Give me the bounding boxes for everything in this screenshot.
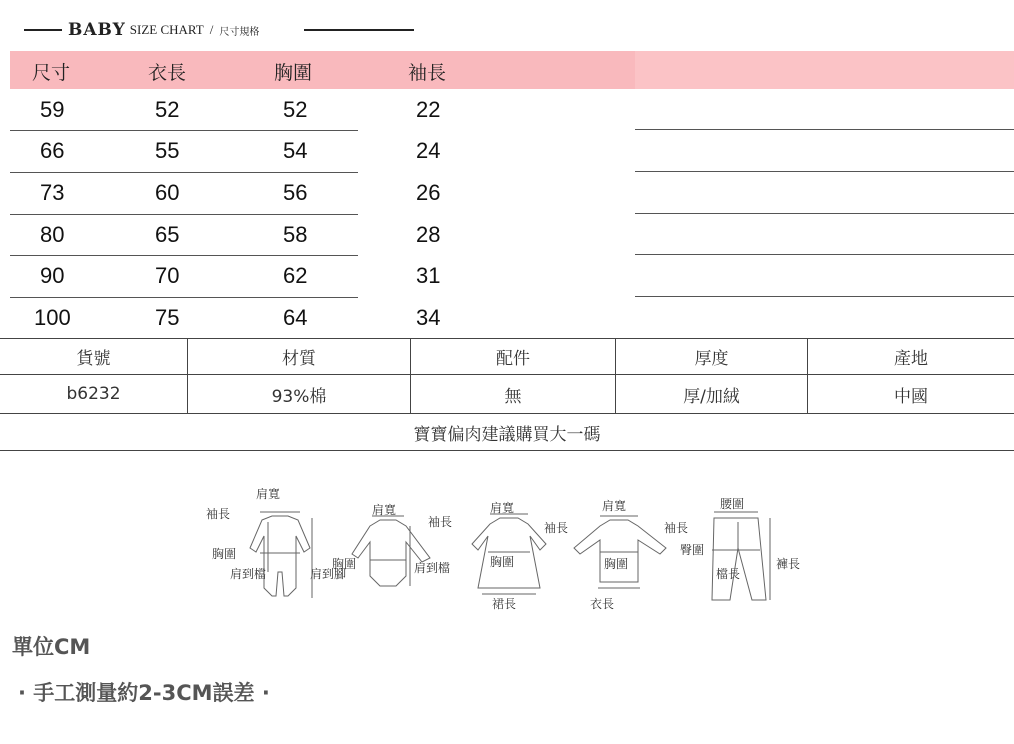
romper-figure <box>250 512 312 598</box>
table-row <box>0 131 1014 171</box>
bodysuit-shoulder-label: 肩寬 <box>372 503 397 517</box>
info-value-sku: b6232 <box>0 375 188 413</box>
product-info-table <box>0 338 1014 451</box>
info-header-thickness: 厚度 <box>616 339 808 374</box>
header-band-right <box>635 51 1014 89</box>
cell-chest: 58 <box>283 222 308 247</box>
subtitle: SIZE CHART <box>129 22 204 37</box>
cell-length: 60 <box>155 180 180 205</box>
cell-length: 55 <box>155 138 180 163</box>
top-sleeve-label: 袖長 <box>664 521 689 535</box>
top-chest-label: 胸圍 <box>604 557 629 571</box>
romper-crotch-label: 肩到檔 <box>230 567 267 581</box>
row-divider <box>635 296 1014 297</box>
measurement-error-note: · 手工測量約2-3CM誤差 · <box>18 681 270 705</box>
info-header-accessory: 配件 <box>411 339 616 374</box>
romper-chest-label: 胸圍 <box>212 547 237 561</box>
pants-length-label: 褲長 <box>776 557 800 571</box>
col-length: 衣長 <box>148 62 187 84</box>
header-rule-left <box>24 29 62 31</box>
table-row <box>0 215 1014 255</box>
romper-shoulder-label: 肩寬 <box>256 488 281 501</box>
dress-chest-label: 胸圍 <box>490 555 515 569</box>
col-sleeve: 袖長 <box>408 62 447 84</box>
romper-foot-label: 肩到腳 <box>310 567 347 581</box>
pants-waist-label: 腰圍 <box>720 497 745 511</box>
size-table-header <box>0 51 1014 89</box>
row-divider <box>635 171 1014 172</box>
bodysuit-sleeve-label: 袖長 <box>428 515 453 529</box>
unit-label: 單位CM <box>12 635 91 659</box>
pants-hip-label: 臀圍 <box>680 543 705 557</box>
bodysuit-figure <box>352 516 430 586</box>
table-row <box>0 173 1014 213</box>
cell-size: 73 <box>40 180 65 205</box>
measurement-diagram <box>200 488 800 624</box>
row-divider <box>635 213 1014 214</box>
row-divider <box>635 129 1014 130</box>
table-row <box>0 298 1014 338</box>
dress-sleeve-label: 袖長 <box>544 521 569 535</box>
row-divider <box>10 130 358 131</box>
row-divider <box>10 297 358 298</box>
top-shoulder-label: 肩寬 <box>602 499 627 513</box>
row-divider <box>635 254 1014 255</box>
bodysuit-chest-label: 胸圍 <box>332 557 357 571</box>
cell-size: 66 <box>40 138 65 163</box>
romper-sleeve-label: 袖長 <box>206 507 231 521</box>
header-rule-right <box>304 29 414 31</box>
cell-sleeve: 31 <box>416 263 441 288</box>
cell-chest: 64 <box>283 305 308 330</box>
cell-chest: 54 <box>283 138 308 163</box>
cell-size: 80 <box>40 222 65 247</box>
cell-length: 52 <box>155 97 180 122</box>
info-header-origin: 產地 <box>894 349 928 369</box>
bodysuit-crotch-label: 肩到檔 <box>414 561 451 575</box>
table-row <box>0 90 1014 130</box>
info-header-sku: 貨號 <box>0 339 188 374</box>
cell-size: 100 <box>34 305 71 330</box>
info-value-origin: 中國 <box>894 386 928 407</box>
dress-skirt-label: 裙長 <box>492 597 517 611</box>
size-chart-header <box>24 18 259 42</box>
cell-sleeve: 28 <box>416 222 441 247</box>
top-length-label: 衣長 <box>590 597 615 611</box>
cell-length: 65 <box>155 222 180 247</box>
size-advice-note: 寶寶偏肉建議購買大一碼 <box>413 424 601 445</box>
row-divider <box>10 214 358 215</box>
pants-figure <box>712 512 770 600</box>
cell-chest: 52 <box>283 97 308 122</box>
cell-sleeve: 34 <box>416 305 441 330</box>
col-size: 尺寸 <box>32 62 71 84</box>
brand-title: BABY <box>68 20 126 40</box>
cell-length: 70 <box>155 263 180 288</box>
info-value-thickness: 厚/加絨 <box>616 375 808 413</box>
info-value-accessory: 無 <box>411 375 616 413</box>
row-divider <box>10 172 358 173</box>
cell-sleeve: 22 <box>416 97 441 122</box>
subtitle-cn: 尺寸規格 <box>219 26 260 38</box>
cell-size: 90 <box>40 263 65 288</box>
dress-figure <box>472 514 546 594</box>
row-divider <box>10 255 358 256</box>
info-value-material: 93%棉 <box>188 375 411 413</box>
cell-size: 59 <box>40 97 65 122</box>
subtitle-separator: / <box>209 22 214 37</box>
cell-chest: 62 <box>283 263 308 288</box>
info-header-material: 材質 <box>188 339 411 374</box>
cell-sleeve: 24 <box>416 138 441 163</box>
cell-length: 75 <box>155 305 180 330</box>
dress-shoulder-label: 肩寬 <box>490 501 515 515</box>
top-figure <box>574 516 666 588</box>
col-chest: 胸圍 <box>274 62 313 84</box>
note-border-bottom <box>0 450 1014 451</box>
cell-chest: 56 <box>283 180 308 205</box>
pants-crotch-label: 檔長 <box>716 567 741 581</box>
header-band <box>10 51 635 89</box>
table-row <box>0 256 1014 296</box>
cell-sleeve: 26 <box>416 180 441 205</box>
